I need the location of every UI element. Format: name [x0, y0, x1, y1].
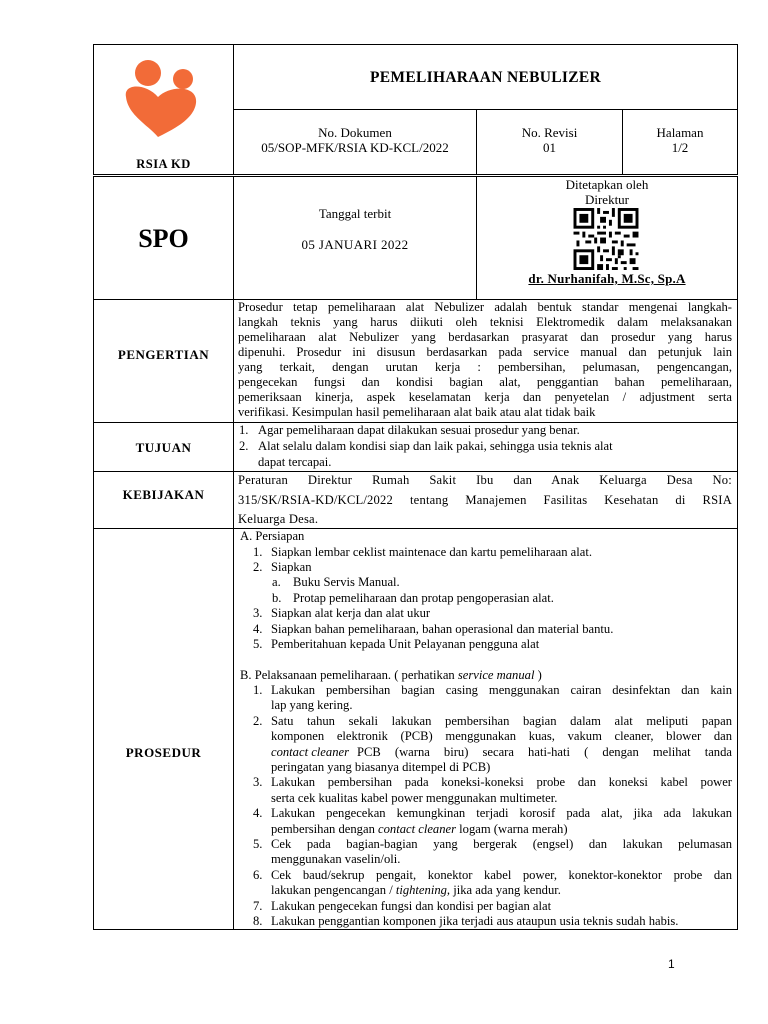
- rev-label: No. Revisi: [521, 125, 578, 140]
- tujuan-num: 1.: [239, 423, 249, 437]
- pengertian-line: Prosedur tetap pemeliharaan alat Nebulizer adalah bentuk standar mengenai langkah-: [238, 300, 732, 314]
- b2-line3-rest: PCB (warna biru) secara hati-hati ( dengan melihat tanda: [356, 745, 732, 759]
- prosedur-label: PROSEDUR: [125, 745, 202, 760]
- prosedur-a-subitem: Buku Servis Manual.: [293, 575, 400, 589]
- prosedur-b-line: Lakukan pengecekan kemungkinan terjadi korosif pada alat, jika ada lakukan: [271, 806, 732, 820]
- pengertian-line: pengecekan fungsi dan kondisi bagian alat, penggantian bahan pemeliharaan,: [238, 375, 732, 389]
- b-heading-text: B. Pelaksanaan pemeliharaan. ( perhatikan: [240, 668, 458, 682]
- prosedur-b-num: 3.: [253, 775, 263, 789]
- prosedur-label-cell: [93, 528, 234, 930]
- prosedur-b-line: peringatan yang biasanya ditempel di PCB): [271, 760, 491, 774]
- prosedur-a-heading: A. Persiapan: [240, 529, 305, 543]
- page-value: 1/2: [671, 140, 689, 155]
- pengertian-line: pemeriksaan kinerja, aspek keselamatan kerja dan penyetelan / adjustment serta: [238, 390, 732, 404]
- prosedur-b-line: Lakukan pembersihan pada koneksi-koneksi probe dan koneksi kabel power: [271, 775, 732, 789]
- prosedur-a-item: Siapkan: [271, 560, 312, 574]
- qr-code: [573, 208, 639, 270]
- set-by-label: Ditetapkan oleh: [565, 177, 649, 192]
- page-number: 1: [668, 957, 675, 971]
- prosedur-b-num: 5.: [253, 837, 263, 851]
- pengertian-label: PENGERTIAN: [117, 347, 210, 362]
- b6-emphasis: tightening,: [395, 883, 451, 897]
- prosedur-a-num: 1.: [253, 545, 263, 559]
- issue-date: 05 JANUARI 2022: [301, 237, 409, 252]
- prosedur-a-num: 5.: [253, 637, 263, 651]
- prosedur-a-num: 2.: [253, 560, 263, 574]
- prosedur-b-line: Lakukan pembersihan bagian casing menggunakan cairan desinfektan dan kain: [271, 683, 732, 697]
- tujuan-item-cont: dapat tercapai.: [258, 455, 332, 469]
- logo-head-large: [135, 60, 161, 86]
- prosedur-a-sub-num: b.: [272, 591, 282, 605]
- qr-finder-tr-core: [624, 214, 633, 223]
- hospital-logo: [118, 55, 204, 139]
- director-name: dr. Nurhanifah, M.Sc, Sp.A: [528, 271, 686, 286]
- kebijakan-line: 315/SK/RSIA-KD/KCL/2022 tentang Manajemen Fasilitas Kesehatan di RSIA: [238, 493, 732, 507]
- prosedur-b-line: serta cek kualitas kabel power menggunakan multimeter.: [271, 791, 558, 805]
- qr-finder-bl-core: [579, 255, 588, 264]
- spo-label: SPO: [138, 224, 189, 253]
- prosedur-b-heading: [240, 668, 542, 683]
- kebijakan-label: KEBIJAKAN: [122, 487, 205, 502]
- b-heading-close: ): [534, 668, 542, 682]
- prosedur-b-line: Lakukan penggantian komponen jika terjadi aus ataupun usia teknis sudah habis.: [271, 914, 679, 928]
- prosedur-b-line: komponen elektronik (PCB) menggunakan kuas, vakum cleaner, blower dan: [271, 729, 732, 743]
- pengertian-line: langkah teknis yang harus diikuti oleh teknisi Elektromedik dalam melaksanakan: [238, 315, 732, 329]
- prosedur-b-line: [271, 745, 732, 760]
- kebijakan-line: Peraturan Direktur Rumah Sakit Ibu dan Anak Keluarga Desa No:: [238, 473, 732, 487]
- pengertian-line: pemeliharaan alat Nebulizer yang berdasarkan prasyarat dan prosedur yang harus: [238, 330, 732, 344]
- prosedur-a-sub-num: a.: [272, 575, 281, 589]
- org-name: RSIA KD: [136, 157, 191, 171]
- doc-no-value: 05/SOP-MFK/RSIA KD-KCL/2022: [261, 140, 449, 155]
- prosedur-b-line: Cek baud/sekrup pengait, konektor kabel power, konektor-konektor probe dan: [271, 868, 732, 882]
- prosedur-a-num: 4.: [253, 622, 263, 636]
- qr-finder-tl-core: [579, 214, 588, 223]
- prosedur-b-line: lap yang kering.: [271, 698, 353, 712]
- director-role: Direktur: [584, 192, 630, 207]
- page-label: Halaman: [656, 125, 704, 140]
- issue-date-label: Tanggal terbit: [318, 206, 392, 221]
- b2-emphasis: contact cleaner: [271, 745, 349, 759]
- prosedur-b-num: 2.: [253, 714, 263, 728]
- prosedur-b-line: Cek pada bagian-bagian yang bergerak (engsel) dan lakukan pelumasan: [271, 837, 732, 851]
- prosedur-a-item: Pemberitahuan kepada Unit Pelayanan pengguna alat: [271, 637, 540, 651]
- tujuan-item: Alat selalu dalam kondisi siap dan laik pakai, sehingga usia teknis alat: [258, 439, 613, 453]
- prosedur-a-item: Siapkan lembar ceklist maintenace dan kartu pemeliharaan alat.: [271, 545, 592, 559]
- b6-line2-start: lakukan pengencangan /: [271, 883, 396, 897]
- logo-heart-body: [126, 87, 196, 138]
- prosedur-a-num: 3.: [253, 606, 263, 620]
- doc-no-label: No. Dokumen: [318, 125, 392, 140]
- prosedur-b-line: Satu tahun sekali lakukan pembersihan bagian dalam alat meliputi papan: [271, 714, 732, 728]
- b4-emphasis: contact cleaner: [378, 822, 456, 836]
- prosedur-b-num: 7.: [253, 899, 263, 913]
- b4-line2-end: logam (warna merah): [456, 822, 568, 836]
- page-title: PEMELIHARAAN NEBULIZER: [370, 69, 601, 86]
- prosedur-a-item: Siapkan bahan pemeliharaan, bahan operasional dan material bantu.: [271, 622, 614, 636]
- tujuan-item: Agar pemeliharaan dapat dilakukan sesuai prosedur yang benar.: [258, 423, 580, 437]
- prosedur-b-num: 6.: [253, 868, 263, 882]
- pengertian-line: dipenuhi. Prosedur ini disusun berdasarkan pada service manual dan petunjuk lain: [238, 345, 732, 359]
- prosedur-b-line: [271, 822, 568, 837]
- prosedur-a-item: Siapkan alat kerja dan alat ukur: [271, 606, 431, 620]
- prosedur-b-num: 4.: [253, 806, 263, 820]
- prosedur-b-num: 8.: [253, 914, 263, 928]
- logo-head-small: [173, 69, 193, 89]
- prosedur-b-line: Lakukan pengecekan fungsi dan kondisi per bagian alat: [271, 899, 552, 913]
- kebijakan-line: Keluarga Desa.: [238, 512, 319, 526]
- prosedur-a-subitem: Protap pemeliharaan dan protap pengoperasian alat.: [293, 591, 554, 605]
- prosedur-b-line: [271, 883, 561, 898]
- b-heading-emphasis: service manual: [457, 668, 535, 682]
- rev-value: 01: [543, 140, 556, 155]
- tujuan-label: TUJUAN: [135, 440, 192, 455]
- b6-line2-end: jika ada yang kendur.: [450, 883, 561, 897]
- prosedur-b-line: menggunakan vaselin/oli.: [271, 852, 401, 866]
- prosedur-b-num: 1.: [253, 683, 263, 697]
- pengertian-line: verifikasi. Kesimpulan hasil pemeliharaan alat baik atau alat tidak baik: [238, 405, 596, 419]
- pengertian-line: yang terkait, dengan urutan kerja : pembersihan, pelumasan, pengencangan,: [238, 360, 732, 374]
- b4-line2-start: pembersihan dengan: [271, 822, 379, 836]
- tujuan-num: 2.: [239, 439, 249, 453]
